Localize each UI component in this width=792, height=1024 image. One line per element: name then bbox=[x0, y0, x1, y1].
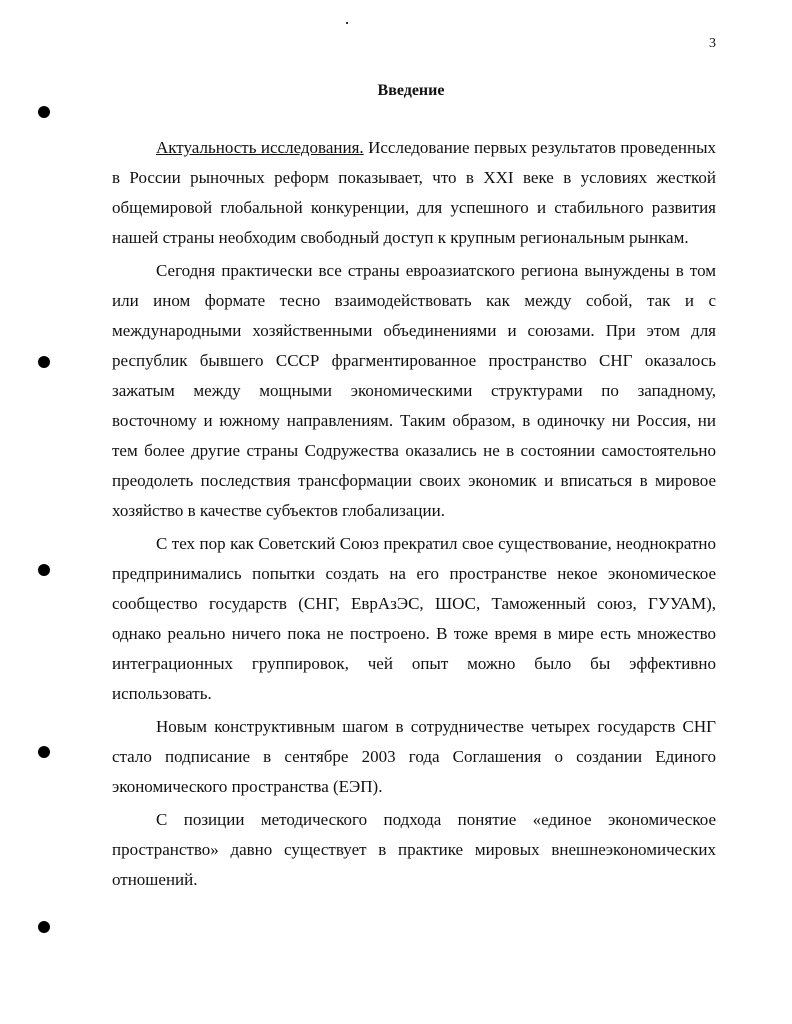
punch-hole-marker bbox=[38, 564, 50, 576]
punch-hole-marker bbox=[38, 746, 50, 758]
document-body bbox=[112, 133, 716, 898]
paragraph-eep-agreement: Новым конструктивным шагом в сотрудничестве четырех государств СНГ стало подписание в сентябре 2003 года Соглашения о создании Единого экономического пространства (ЕЭП). bbox=[112, 717, 716, 796]
punch-hole-marker bbox=[38, 356, 50, 368]
paragraph-eurasian-region: Сегодня практически все страны евроазиатского региона вынуждены в том или ином формате тесно взаимодействовать как между собой, так и с международными хозяйственными объединениями и союзами. При этом для республик бывшего СССР фрагментированное пространство СНГ оказалось зажатым между мощными экономическими структурами по западному, восточному и южному направлениям. Таким образом, в одиночку ни Россия, ни тем более другие страны Содружества оказались не в состоянии самостоятельно преодолеть последствия трансформации своих экономик и вписаться в мировое хозяйство в качестве субъектов глобализации. bbox=[112, 261, 716, 520]
paragraph-relevance bbox=[112, 133, 716, 253]
punch-hole-marker bbox=[38, 106, 50, 118]
relevance-heading: Актуальность исследования. bbox=[156, 138, 364, 157]
paragraph-soviet-union: С тех пор как Советский Союз прекратил свое существование, неоднократно предпринимались попытки создать на его пространстве некое экономическое сообщество государств (СНГ, ЕврАзЭС, ШОС, Таможенный союз, ГУУАМ), однако реально ничего пока не построено. В тоже время в мире есть множество интеграционных группировок, чей опыт можно было бы эффективно использовать. bbox=[112, 534, 716, 703]
punch-hole-marker bbox=[38, 921, 50, 933]
paragraph-methodical-approach: С позиции методического подхода понятие «единое экономическое пространство» давно существует в практике мировых внешнеэкономических отношений. bbox=[112, 810, 716, 889]
scan-speck bbox=[346, 22, 348, 24]
page-number: 3 bbox=[709, 36, 716, 51]
paragraph-text: Исследование первых результатов проведенных в России рыночных реформ показывает, что в XXI веке в условиях жесткой общемировой глобальной конкуренции, для успешного и стабильного развития нашей страны необходим свободный доступ к крупным региональным рынкам. bbox=[112, 138, 716, 247]
page-title: Введение bbox=[377, 82, 445, 99]
